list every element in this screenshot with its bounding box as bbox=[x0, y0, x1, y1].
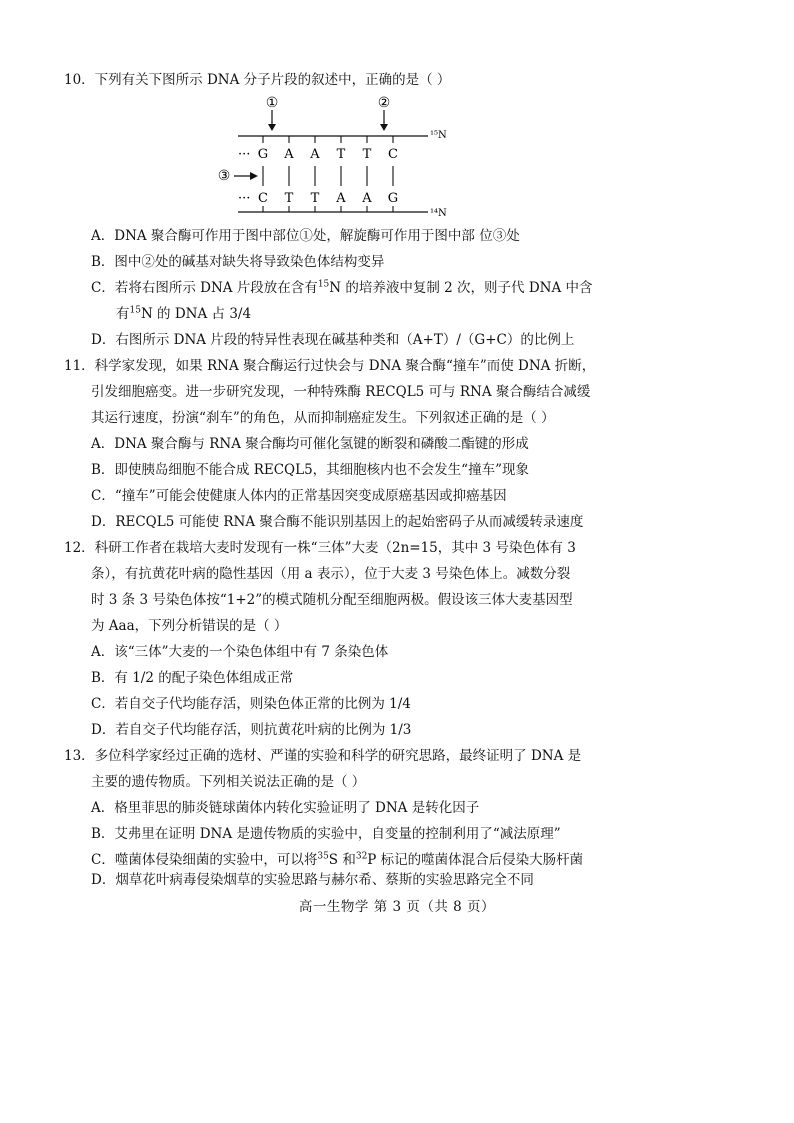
q11-option-b: B．即使胰岛细胞不能合成 RECQL5，其细胞核内也不会发生“撞车”现象 bbox=[91, 462, 529, 478]
q13-stem-line2: 主要的遗传物质。下列相关说法正确的是（ ） bbox=[91, 774, 366, 790]
bottom-strand-label: ¹⁴N bbox=[430, 208, 447, 219]
isotope-superscript: 32 bbox=[355, 851, 368, 862]
q13-option-d: D．烟草花叶病毒侵染烟草的实验思路与赫尔希、蔡斯的实验思路完全不同 bbox=[91, 872, 534, 888]
q13-option-c-part2: S 和 bbox=[328, 852, 356, 868]
q12-option-a: A．该“三体”大麦的一个染色体组中有 7 条染色体 bbox=[91, 644, 389, 660]
q10-option-b: B．图中②处的碱基对缺失将导致染色体结构变异 bbox=[91, 254, 385, 270]
q11-stem-line1: 11．科学家发现，如果 RNA 聚合酶运行过快会与 DNA 聚合酶“撞车”而使 DNA 折断， bbox=[64, 358, 596, 374]
bottom-strand-ticks bbox=[263, 206, 393, 212]
q12-option-d: D．若自交子代均能存活，则抗黄花叶病的比例为 1/3 bbox=[91, 722, 412, 738]
marker-2-arrow-head bbox=[380, 124, 388, 131]
q13-option-c bbox=[91, 850, 583, 870]
q10-option-c bbox=[91, 278, 593, 298]
q10-option-c-part2: N 的培养液中复制 2 次，则子代 DNA 中含 bbox=[329, 280, 593, 296]
top-base: T bbox=[336, 147, 346, 162]
page-footer: 高一生物学 第 3 页（共 8 页） bbox=[298, 899, 496, 915]
q12-stem-line2: 条），有抗黄花叶病的隐性基因（用 a 表示），位于大麦 3 号染色体上。减数分裂 bbox=[91, 566, 571, 582]
bottom-base: A bbox=[362, 191, 372, 206]
q11-stem-line3: 其运行速度，扮演“刹车”的角色，从而抑制癌症发生。下列叙述正确的是（ ） bbox=[91, 410, 555, 426]
isotope-superscript: 35 bbox=[317, 851, 329, 862]
q10-option-c-line2: N 的 DNA 占 3/4 bbox=[140, 306, 252, 322]
q12-option-b: B．有 1/2 的配子染色体组成正常 bbox=[91, 670, 294, 686]
isotope-superscript: 15 bbox=[317, 279, 330, 290]
top-ellipsis: ··· bbox=[238, 147, 251, 162]
q10-stem: 10．下列有关下图所示 DNA 分子片段的叙述中，正确的是（ ） bbox=[64, 72, 451, 88]
q13-option-b: B．艾弗里在证明 DNA 是遗传物质的实验中，自变量的控制利用了“减法原理” bbox=[91, 826, 561, 842]
top-base: A bbox=[284, 147, 294, 162]
bottom-base: C bbox=[258, 191, 268, 206]
q12-stem-line3: 时 3 条 3 号染色体按“1+2”的模式随机分配至细胞两极。假设该三体大麦基因型 bbox=[91, 592, 573, 608]
top-strand-ticks bbox=[263, 136, 393, 143]
q13-option-c-part3: P 标记的噬菌体混合后侵染大肠杆菌 bbox=[367, 852, 584, 868]
q13-option-c-part1: C．噬菌体侵染细菌的实验中，可以将 bbox=[91, 852, 318, 868]
q13-option-a: A．格里菲思的肺炎链球菌体内转化实验证明了 DNA 是转化因子 bbox=[91, 800, 480, 816]
q10-option-c-cont bbox=[116, 304, 251, 324]
top-base: T bbox=[362, 147, 372, 162]
q12-stem-line4: 为 Aaa，下列分析错误的是（ ） bbox=[91, 618, 288, 634]
dna-fragment-figure bbox=[218, 90, 458, 220]
q13-stem-line1: 13．多位科学家经过正确的选材、严谨的实验和科学的研究思路，最终证明了 DNA 是 bbox=[64, 748, 582, 764]
bottom-base: T bbox=[310, 191, 320, 206]
q10-option-c-part1: C．若将右图所示 DNA 片段放在含有 bbox=[91, 280, 318, 296]
top-strand-label: ¹⁵N bbox=[430, 130, 447, 141]
base-pair-bonds bbox=[263, 166, 393, 186]
q10-option-d: D．右图所示 DNA 片段的特异性表现在碱基种类和（A+T）/（G+C）的比例上 bbox=[91, 332, 575, 348]
q11-stem-line2: 引发细胞癌变。进一步研究发现，一种特殊酶 RECQL5 可与 RNA 聚合酶结合减缓 bbox=[91, 384, 591, 400]
bottom-base: G bbox=[387, 191, 399, 206]
isotope-superscript: 15 bbox=[129, 305, 141, 316]
q11-option-d: D．RECQL5 可能使 RNA 聚合酶不能识别基因上的起始密码子从而减缓转录速度 bbox=[91, 514, 584, 530]
marker-1-arrow-head bbox=[268, 124, 276, 131]
q11-option-c: C．“撞车”可能会使健康人体内的正常基因突变成原癌基因或抑癌基因 bbox=[91, 488, 507, 504]
bottom-base: T bbox=[284, 191, 294, 206]
top-base: G bbox=[257, 147, 269, 162]
top-base: C bbox=[388, 147, 398, 162]
q12-option-c: C．若自交子代均能存活，则染色体正常的比例为 1/4 bbox=[91, 696, 411, 712]
top-base: A bbox=[310, 147, 320, 162]
marker-3-arrow-head bbox=[250, 172, 258, 180]
bottom-ellipsis: ··· bbox=[238, 191, 251, 206]
marker-3: ③ bbox=[218, 168, 231, 184]
q11-option-a: A．DNA 聚合酶与 RNA 聚合酶均可催化氢键的断裂和磷酸二酯键的形成 bbox=[91, 436, 529, 452]
marker-1: ① bbox=[265, 95, 279, 111]
q10-option-a: A．DNA 聚合酶可作用于图中部位①处，解旋酶可作用于图中部 位③处 bbox=[91, 228, 520, 244]
bottom-base: A bbox=[336, 191, 346, 206]
marker-2: ② bbox=[377, 95, 391, 111]
q12-stem-line1: 12．科研工作者在栽培大麦时发现有一株“三体”大麦（2n=15，其中 3 号染色体有 3 bbox=[64, 540, 576, 556]
q10-option-c-prefix: 有 bbox=[116, 306, 130, 322]
